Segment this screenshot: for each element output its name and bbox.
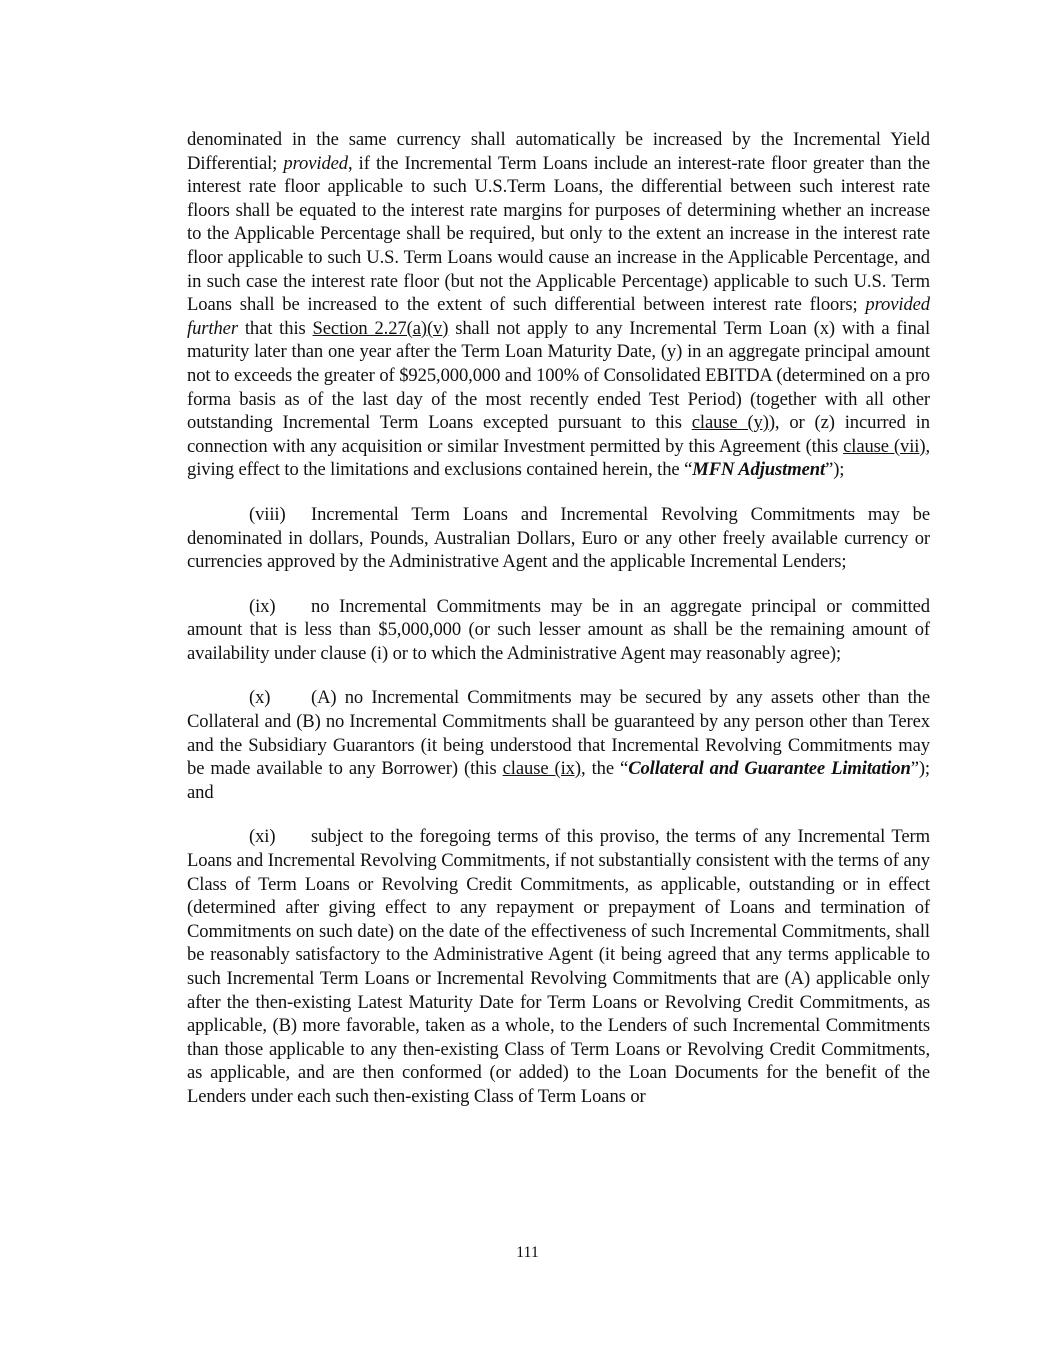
clause-reference: clause (vii) [843,435,926,457]
clause-number: (ix) [249,595,276,617]
paragraph-ix [187,595,930,666]
defined-term: Collateral and Guarantee Limitation [628,758,911,780]
paragraph-x [187,686,930,804]
text: no Incremental Commitments may be in an aggregate principal or committed amount that is less than $5,000,000 (or such lesser amount as shall be the remaining amount of availability under clause (i) or to which the Administrative Agent may reasonably agree); [187,595,930,664]
defined-term: MFN Adjustment [692,459,826,481]
text: that this [237,317,313,339]
text: , if the Incremental Term Loans include an interest-rate floor greater than the interest rate floor applicable to such U.S.Term Loans, the differential between such interest rate floors shall be equated to the interest rate margins for purposes of determining whether an increase to the Applicable Percentage shall be required, but only to the extent an increase in the interest rate floor applicable to such U.S. Term Loans would cause an increase in the Applicable Percentage, and in such case the interest rate floor (but not the Applicable Percentage) applicable to such U.S. Term Loans shall be increased to the extent of such differential between interest rate floors; [187,152,930,316]
text: shall not apply to any Incremental Term Loan (x) with a final maturity later than one year after the Term Loan Maturity Date, (y) in an aggregate principal amount not to exceeds the greater of $925,000,000 and 100% of Consolidated EBITDA (determined on a pro forma basis as of the last day of the most recently ended Test Period) (together with all other outstanding Incremental Term Loans excepted pursuant to this [187,317,931,434]
italic-text: provided further [187,294,930,339]
document-body [187,128,930,1130]
clause-number: (x) [249,687,271,709]
page-number: 111 [516,1244,539,1261]
text: , the “ [580,758,629,780]
clause-number: (xi) [249,826,276,848]
text: ), or (z) incurred in connection with any acquisition or similar Investment permitted by this Agreement (this [187,412,930,457]
text: ”); [825,459,845,481]
text: Incremental Term Loans and Incremental Revolving Commitments may be denominated in dollars, Pounds, Australian Dollars, Euro or any other freely available currency or currencies approved by the Administrative Agent and the applicable Incremental Lenders; [187,503,930,573]
text: , giving effect to the limitations and exclusions contained herein, the “ [187,435,930,481]
text: subject to the foregoing terms of this proviso, the terms of any Incremental Term Loans and Incremental Revolving Commitments, if not substantially consistent with the terms of any Class of Term Loans or Revolving Credit Commitments, as applicable, outstanding or in effect (determined after giving effect to any repayment or prepayment of Loans and termination of Commitments on such date) on the date of the effectiveness of such Incremental Commitments, shall be reasonably satisfactory to the Administrative Agent (it being agreed that any terms applicable to such Incremental Term Loans or Incremental Revolving Commitments that are (A) applicable only after the then-existing Latest Maturity Date for Term Loans or Revolving Credit Commitments, as applicable, (B) more favorable, taken as a whole, to the Lenders of such Incremental Commitments than those applicable to any then-existing Class of Term Loans or Revolving Credit Commitments, as applicable, and are then conformed (or added) to the Loan Documents for the benefit of the Lenders under each such then-existing Class of Term Loans or [187,826,930,1107]
paragraph-viii [187,503,930,574]
section-reference: Section 2.27(a)(v) [312,317,449,339]
clause-reference: clause (ix) [502,758,581,780]
clause-number: (viii) [249,503,286,525]
clause-reference: clause (y) [691,412,769,434]
text: denominated in the same currency shall automatically be increased by the Incremental Yield Differential; [187,129,930,174]
italic-text: provided [283,152,348,174]
text: (A) no Incremental Commitments may be secured by any assets other than the Collateral and (B) no Incremental Commitments shall be guaranteed by any person other than Terex and the Subsidiary Guarantors (it being understood that Incremental Revolving Commitments may be made available to any Borrower) (this [187,687,930,780]
paragraph-xi [187,825,930,1108]
text: ”); and [187,758,930,803]
paragraph-mfn-adjustment [187,128,930,482]
